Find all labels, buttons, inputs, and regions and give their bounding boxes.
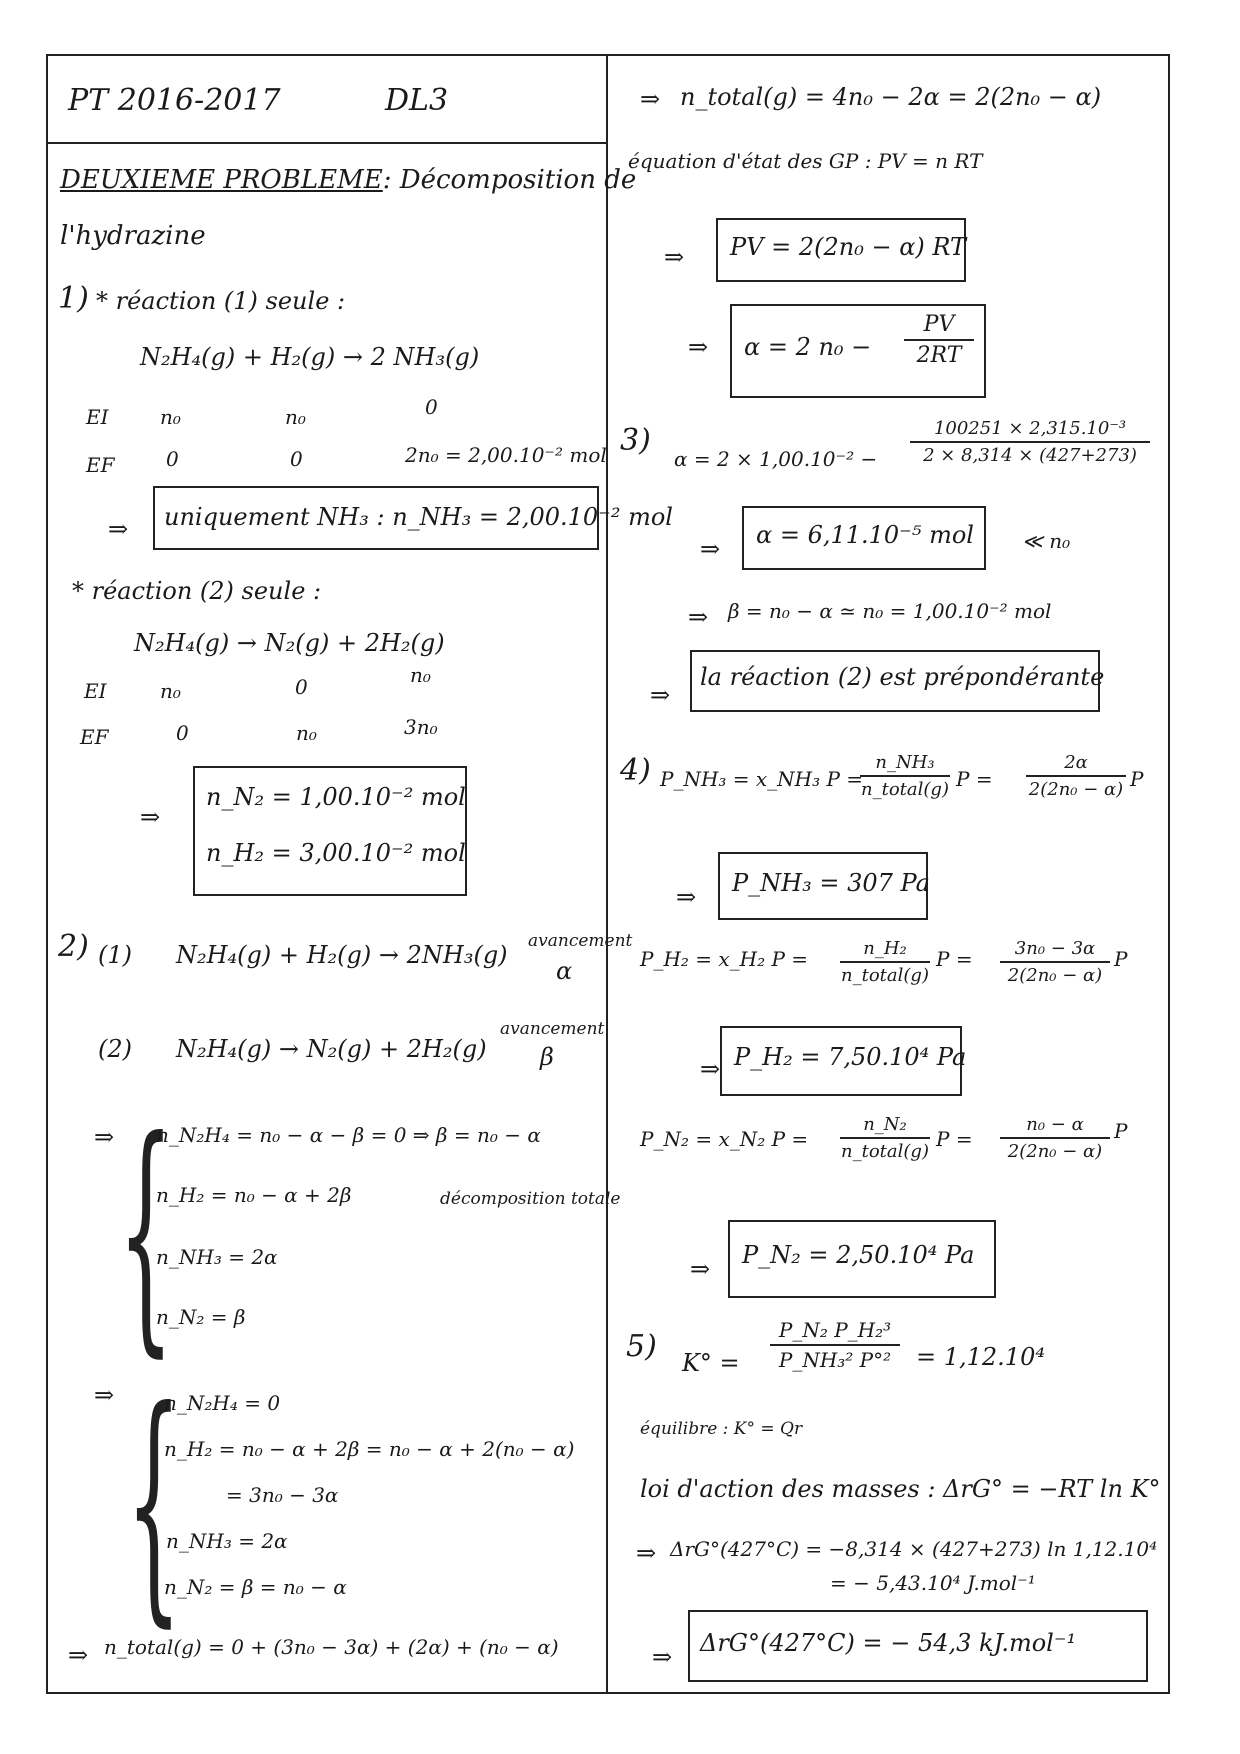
q5-calc1: ΔrG°(427°C) = −8,314 × (427+273) ln 1,12.10⁴: [670, 1537, 1158, 1561]
q2-sys2-line4: n_NH₃ = 2α: [166, 1529, 288, 1553]
implies-arrow: ⇒: [636, 1539, 657, 1567]
q2-sys1-line1: n_N₂H₄ = n₀ − α − β = 0 ⇒ β = n₀ − α: [156, 1123, 541, 1147]
q3-numerator: 100251 × 2,315.10⁻³: [933, 418, 1127, 439]
q5-lhs: K° =: [682, 1349, 740, 1377]
fraction-bar: [1026, 775, 1126, 777]
fraction-bar: [910, 441, 1150, 443]
q2-eq2-advancement: avancement: [500, 1019, 605, 1039]
q4-pn2-end: P: [1114, 1119, 1128, 1143]
q3-conclusion: la réaction (2) est prépondérante: [700, 663, 1105, 691]
alpha-numerator: PV: [923, 312, 955, 337]
q2-sys2-line1: n_N₂H₄ = 0: [164, 1391, 281, 1415]
q5-result: ΔrG°(427°C) = − 54,3 kJ.mol⁻¹: [700, 1629, 1077, 1657]
problem-title: DEUXIEME PROBLEME: [60, 165, 383, 195]
problem-subtitle-2: l'hydrazine: [60, 221, 206, 251]
q4-ph2-numerator-2: 3n₀ − 3α: [1014, 938, 1096, 959]
implies-arrow: ⇒: [688, 603, 709, 631]
q5-law: loi d'action des masses : ΔrG° = −RT ln K°: [640, 1475, 1161, 1503]
q1-r2-result-h2: n_H₂ = 3,00.10⁻² mol: [206, 839, 466, 867]
q1-r1-label: * réaction (1) seule :: [96, 287, 346, 315]
q4-pnh3-mid: P =: [956, 767, 993, 791]
q1-r2-ef-label: EF: [80, 725, 109, 749]
implies-arrow: ⇒: [700, 535, 721, 563]
q4-pn2-numerator: n_N₂: [863, 1114, 907, 1135]
q2-eq1-label: (1): [98, 941, 132, 969]
q3-result: α = 6,11.10⁻⁵ mol: [756, 521, 974, 549]
q2-sys1-line3: n_NH₃ = 2α: [156, 1245, 278, 1269]
pv-equation: PV = 2(2n₀ − α) RT: [730, 233, 967, 261]
q4-pnh3-result: P_NH₃ = 307 Pa: [732, 869, 930, 897]
q2-sys1-line2: n_H₂ = n₀ − α + 2β: [156, 1183, 352, 1207]
q2-eq2-symbol: β: [540, 1043, 554, 1071]
implies-arrow: ⇒: [94, 1381, 115, 1409]
q1-r2-ei-h2: n₀: [410, 663, 431, 687]
q1-r2-equation: N₂H₄(g) → N₂(g) + 2H₂(g): [134, 629, 445, 657]
implies-arrow: ⇒: [700, 1055, 721, 1083]
system-brace: {: [126, 1357, 182, 1648]
fraction-bar: [770, 1344, 900, 1346]
q1-r2-ei-n2h4: n₀: [160, 679, 181, 703]
q4-pnh3-denominator: n_total(g): [861, 779, 949, 800]
q3-denominator: 2 × 8,314 × (427+273): [923, 445, 1137, 466]
q1-r1-ef-n2h4: 0: [166, 447, 179, 471]
implies-arrow: ⇒: [688, 333, 709, 361]
q4-ph2-mid: P =: [936, 947, 973, 971]
implies-arrow: ⇒: [108, 515, 129, 543]
q1-r1-ef-h2: 0: [290, 447, 303, 471]
q1-r2-result-n2: n_N₂ = 1,00.10⁻² mol: [206, 783, 466, 811]
q4-pnh3-lhs: P_NH₃ = x_NH₃ P =: [660, 767, 864, 791]
implies-arrow: ⇒: [664, 243, 685, 271]
q3-note: ≪ n₀: [1022, 529, 1071, 553]
fraction-bar: [860, 775, 950, 777]
alpha-denominator: 2RT: [916, 343, 962, 368]
assignment-title: DL3: [385, 83, 449, 118]
q2-eq1-advancement: avancement: [528, 931, 633, 951]
q2-eq2: N₂H₄(g) → N₂(g) + 2H₂(g): [176, 1035, 487, 1063]
q4-pn2-mid: P =: [936, 1127, 973, 1151]
q2-total: n_total(g) = 0 + (3n₀ − 3α) + (2α) + (n₀ − α): [104, 1635, 559, 1659]
q1-r1-equation: N₂H₄(g) + H₂(g) → 2 NH₃(g): [140, 343, 480, 371]
column-divider: [606, 54, 608, 1694]
fraction-bar: [1000, 961, 1110, 963]
q1-r2-ef-h2: 3n₀: [404, 715, 438, 739]
course-title: PT 2016-2017: [68, 83, 281, 118]
implies-arrow: ⇒: [640, 85, 661, 113]
q4-pn2-result: P_N₂ = 2,50.10⁴ Pa: [742, 1241, 975, 1269]
q4-pnh3-denominator-2: 2(2n₀ − α): [1028, 779, 1124, 800]
state-equation: équation d'état des GP : PV = n RT: [628, 149, 983, 173]
q1-r1-ei-n2h4: n₀: [160, 405, 181, 429]
system-brace: {: [118, 1087, 174, 1378]
total2: n_total(g) = 4n₀ − 2α = 2(2n₀ − α): [680, 83, 1102, 111]
q2-sys2-line5: n_N₂ = β = n₀ − α: [164, 1575, 347, 1599]
q1-r1-ei-h2: n₀: [285, 405, 306, 429]
q4-ph2-denominator: n_total(g): [841, 965, 929, 986]
fraction-bar: [840, 1137, 930, 1139]
q1-r2-ef-n2h4: 0: [176, 721, 189, 745]
fraction-bar: [904, 339, 974, 341]
q2-number: 2): [58, 929, 89, 964]
q1-r2-ei-label: EI: [84, 679, 107, 703]
q2-eq2-label: (2): [98, 1035, 132, 1063]
implies-arrow: ⇒: [94, 1123, 115, 1151]
alpha-expression: α = 2 n₀ −: [744, 333, 872, 361]
fraction-bar: [840, 961, 930, 963]
q4-pn2-denominator-2: 2(2n₀ − α): [1007, 1141, 1103, 1162]
q4-ph2-lhs: P_H₂ = x_H₂ P =: [640, 947, 809, 971]
q5-note: équilibre : K° = Qr: [640, 1419, 803, 1439]
q3-beta: β = n₀ − α ≃ n₀ = 1,00.10⁻² mol: [728, 599, 1052, 623]
q4-ph2-numerator: n_H₂: [863, 938, 907, 959]
q4-pnh3-numerator: n_NH₃: [875, 752, 935, 773]
q4-pn2-denominator: n_total(g): [841, 1141, 929, 1162]
q4-pn2-numerator-2: n₀ − α: [1026, 1114, 1084, 1135]
q1-r1-ei-label: EI: [86, 405, 109, 429]
implies-arrow: ⇒: [690, 1255, 711, 1283]
q5-numerator: P_N₂ P_H₂³: [778, 1318, 892, 1342]
fraction-bar: [1000, 1137, 1110, 1139]
problem-subtitle: : Décomposition de: [382, 165, 637, 195]
q1-r1-result: uniquement NH₃ : n_NH₃ = 2,00.10⁻² mol: [164, 503, 673, 531]
q4-pnh3-numerator-2: 2α: [1064, 752, 1088, 773]
q2-eq1: N₂H₄(g) + H₂(g) → 2NH₃(g): [176, 941, 508, 969]
q2-eq1-symbol: α: [556, 957, 573, 985]
q3-number: 3): [620, 423, 651, 458]
q2-sys1-line4: n_N₂ = β: [156, 1305, 246, 1329]
q1-number: 1): [58, 281, 89, 316]
implies-arrow: ⇒: [652, 1643, 673, 1671]
q5-calc2: = − 5,43.10⁴ J.mol⁻¹: [830, 1571, 1036, 1595]
implies-arrow: ⇒: [650, 681, 671, 709]
q4-ph2-denominator-2: 2(2n₀ − α): [1007, 965, 1103, 986]
q1-r2-ef-n2: n₀: [296, 721, 317, 745]
q1-r2-label: * réaction (2) seule :: [72, 577, 322, 605]
header-divider: [46, 142, 606, 144]
q3-lhs: α = 2 × 1,00.10⁻² −: [674, 447, 878, 471]
q2-sys1-note: décomposition totale: [440, 1189, 621, 1209]
q4-pnh3-end: P: [1130, 767, 1144, 791]
implies-arrow: ⇒: [676, 883, 697, 911]
q2-sys2-line2: n_H₂ = n₀ − α + 2β = n₀ − α + 2(n₀ − α): [164, 1437, 575, 1461]
q4-ph2-end: P: [1114, 947, 1128, 971]
q1-r1-ef-nh3: 2n₀ = 2,00.10⁻² mol: [405, 443, 607, 467]
q1-r1-ei-nh3: 0: [425, 395, 438, 419]
q5-value: = 1,12.10⁴: [916, 1343, 1045, 1371]
q4-ph2-result: P_H₂ = 7,50.10⁴ Pa: [734, 1043, 967, 1071]
q4-pn2-lhs: P_N₂ = x_N₂ P =: [640, 1127, 809, 1151]
q1-r1-ef-label: EF: [86, 453, 115, 477]
implies-arrow: ⇒: [140, 803, 161, 831]
q5-denominator: P_NH₃² P°²: [778, 1348, 892, 1372]
q4-number: 4): [620, 753, 651, 788]
q5-number: 5): [626, 1329, 657, 1364]
q2-sys2-line3: = 3n₀ − 3α: [226, 1483, 339, 1507]
q1-r2-ei-n2: 0: [295, 675, 308, 699]
implies-arrow: ⇒: [68, 1641, 89, 1669]
